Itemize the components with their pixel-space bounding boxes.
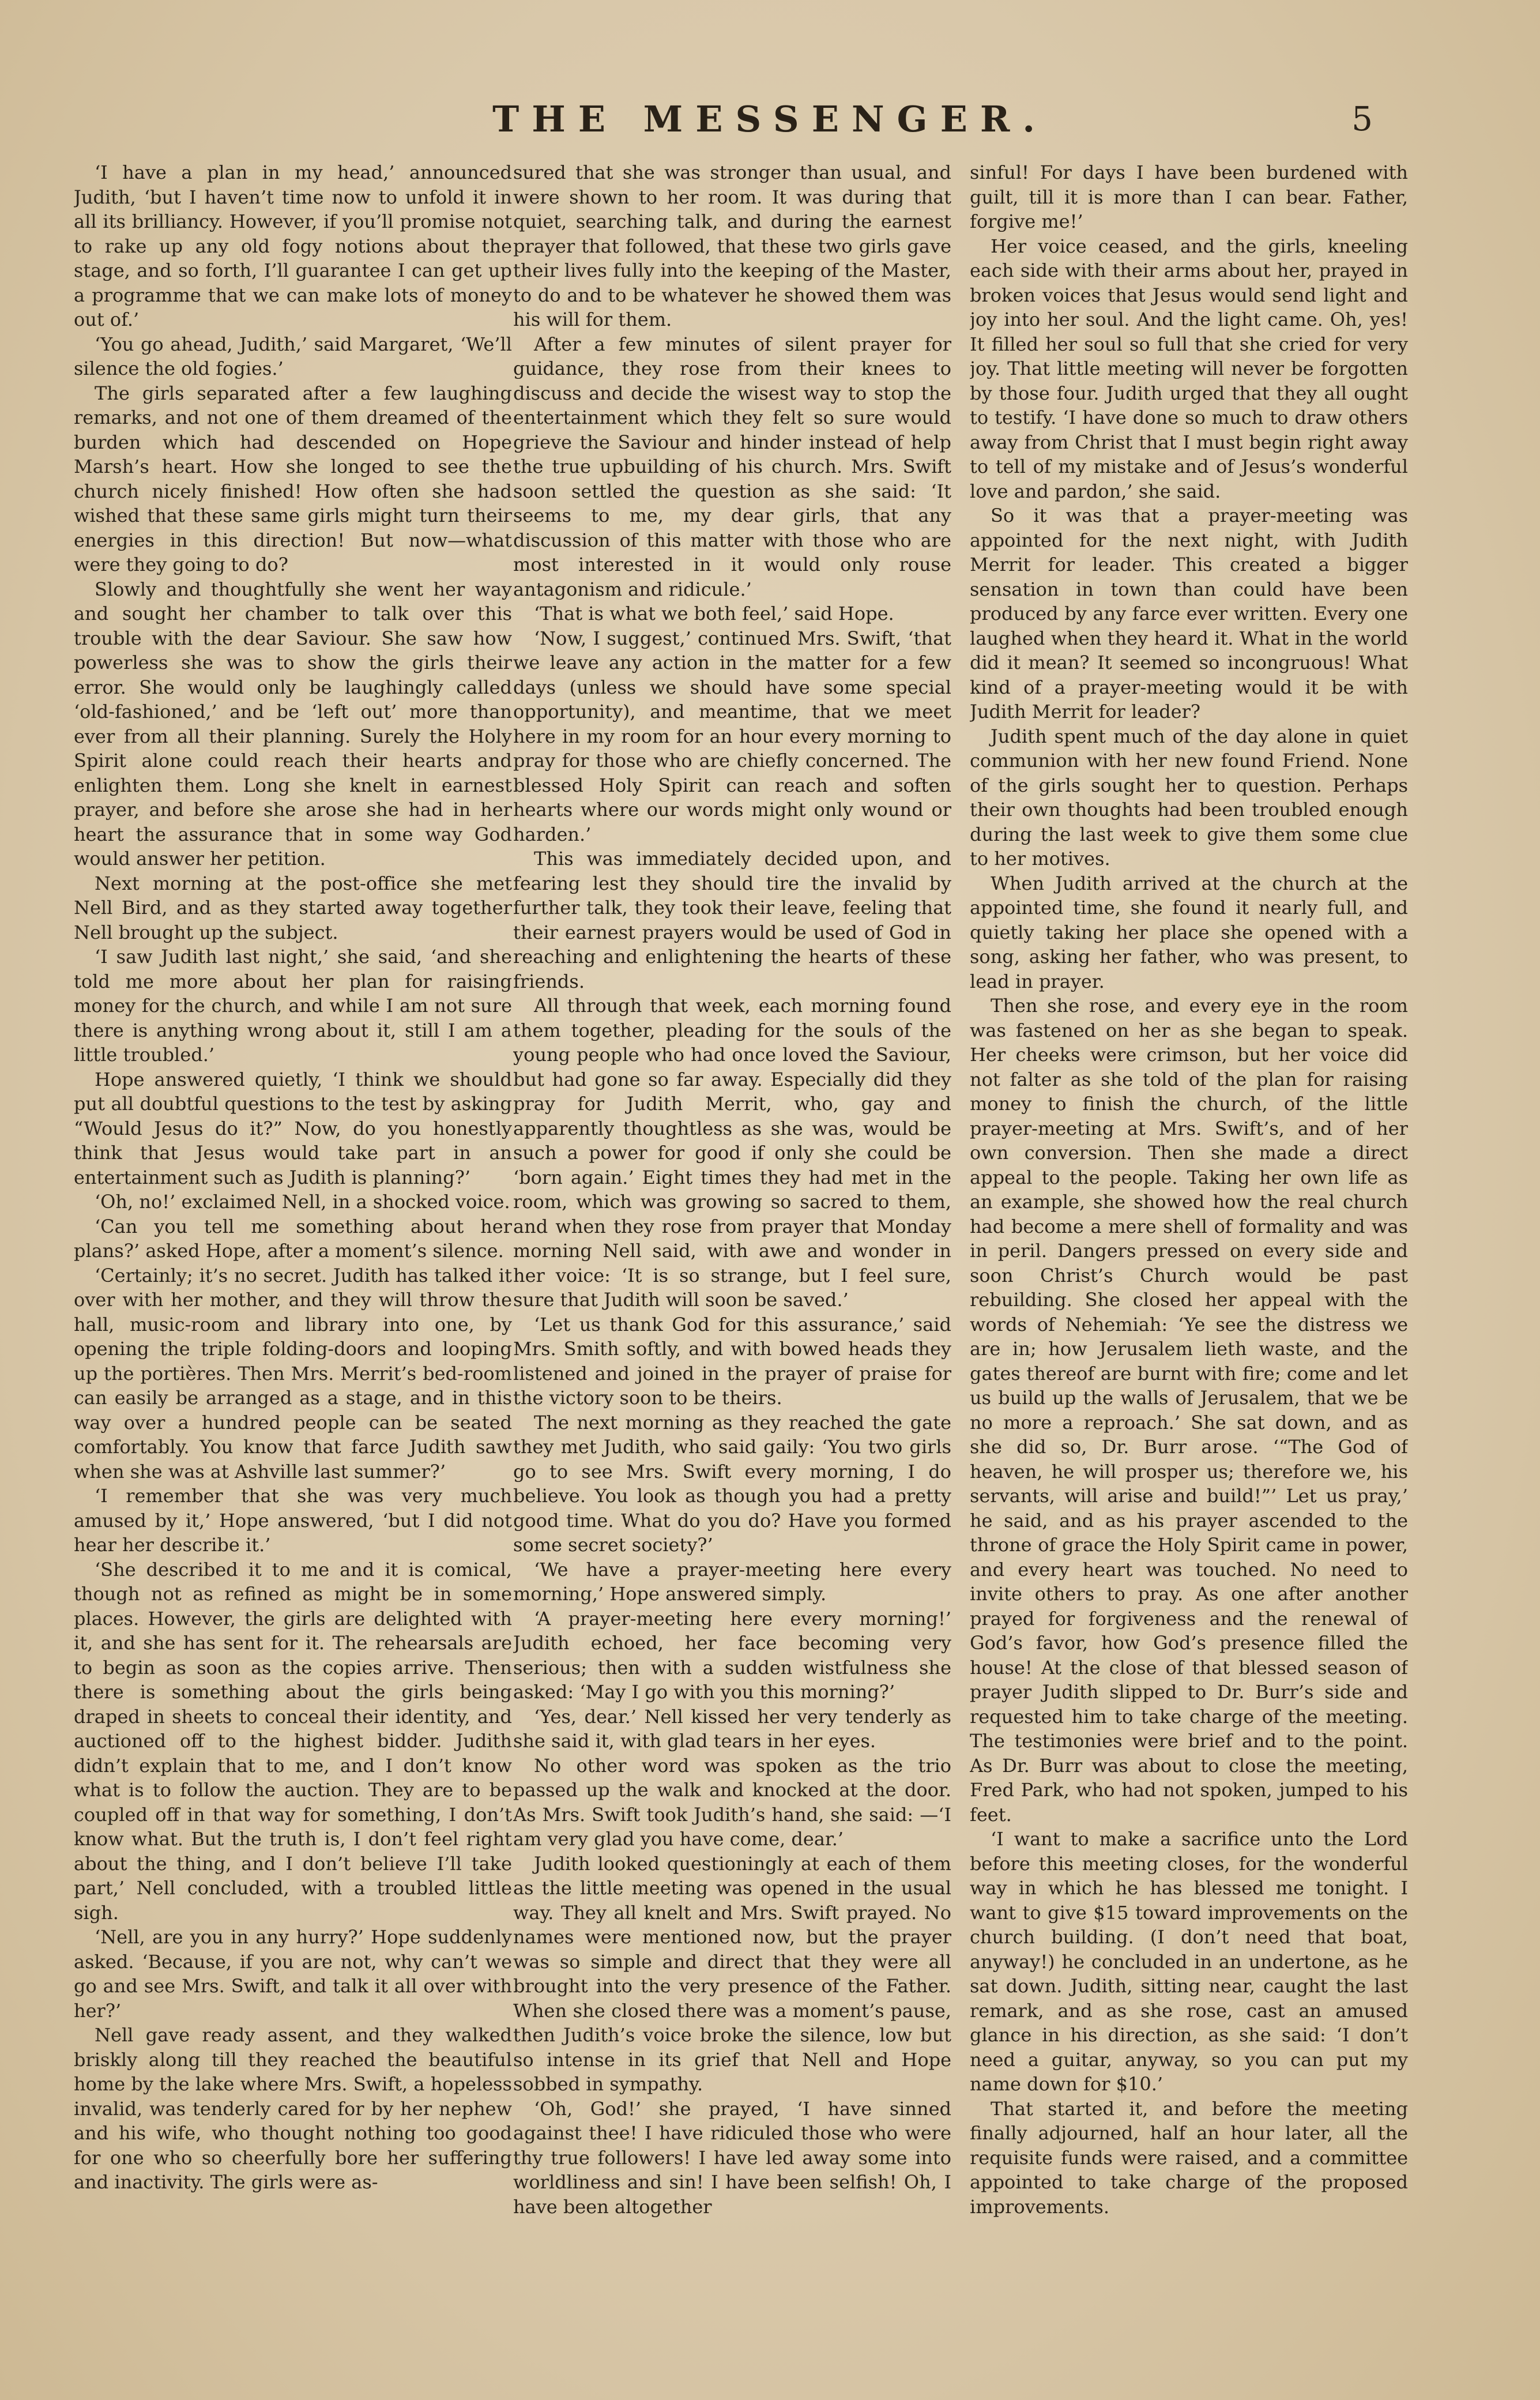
paragraph: ‘I saw Judith last night,’ she said, ‘and she told me more about her plan for raising money for the church, and while I am not sure there is anything wrong about it, still I am a little troubled.’ <box>74 946 512 1066</box>
paragraph: sured that she was stronger than usual, and were shown to her room. It was during that quiet, searching talk, and during the earnest prayer that followed, that these two girls gave their lives fully into the keeping of the Master, to do and to be whatever he showed them was his will for them. <box>513 161 951 330</box>
paragraph: sinful! For days I have been burdened with guilt, till it is more than I can bear. Father, forgive me!’ <box>970 161 1408 232</box>
paragraph: ‘A prayer-meeting here every morning!’ Judith echoed, her face becoming very serious; then with a sudden wistfulness she asked: ‘May I go with you this morning?’ <box>513 1607 951 1703</box>
paragraph: ‘Yes, dear.’ Nell kissed her very tenderly as she said it, with glad tears in her eyes. <box>513 1705 951 1752</box>
column-2 <box>513 160 951 2294</box>
paragraph: ‘I have a plan in my head,’ announced Judith, ‘but I haven’t time now to unfold it in all its brilliancy. However, if you’ll promise not to rake up any old fogy notions about the stage, and so forth, I’ll guarantee I can get up a programme that we can make lots of money out of.’ <box>74 161 512 330</box>
paragraph: ‘That is what we both feel,’ said Hope. <box>534 603 894 625</box>
paragraph: That started it, and before the meeting finally adjourned, half an hour later, all the requisite funds were raised, and a committee appointed to take charge of the proposed improvements. <box>970 2097 1408 2218</box>
page-number: 5 <box>1351 99 1373 138</box>
column-3 <box>970 160 1408 2294</box>
paragraph: ‘Oh, God!’ she prayed, ‘I have sinned against thee! I have ridiculed those who were thy true followers! I have led away some into worldliness and sin! I have been selfish! Oh, I have been altogether <box>513 2097 951 2218</box>
paragraph: ‘Certainly; it’s no secret. Judith has talked it over with her mother, and they will throw the hall, music-room and library into one, by opening the triple folding-doors and looping up the portières. Then Mrs. Merrit’s bed-room can easily be arranged as a stage, and in this way over a hundred people can be seated comfortably. You know that farce Judith saw when she was at Ashville last summer?’ <box>74 1264 512 1483</box>
paragraph: No other word was spoken as the trio passed up the walk and knocked at the door. As Mrs. Swift took Judith’s hand, she said: —‘I am very glad you have come, dear.’ <box>513 1754 951 1850</box>
paragraph: So it was that a prayer-meeting was appointed for the next night, with Judith Merrit for leader. This created a bigger sensation in town than could have been produced by any farce ever written. Every one laughed when they heard it. What in the world did it mean? It seemed so incongruous! What kind of a prayer-meeting would it be with Judith Merrit for leader? <box>970 505 1408 723</box>
paragraph: Then she rose, and every eye in the room was fastened on her as she began to speak. Her cheeks were crimson, but her voice did not falter as she told of the plan for raising money to finish the church, of the little prayer-meeting at Mrs. Swift’s, and of her own conversion. Then she made a direct appeal to the people. Taking her own life as an example, she showed how the real church had become a mere shell of formality and was in peril. Dangers pressed on every side and soon Christ’s Church would be past rebuilding. She closed her appeal with the words of Nehemiah: ‘Ye see the distress we are in; how Jerusalem lieth waste, and the gates thereof are burnt with fire; come and let us build up the walls of Jerusalem, that we be no more a reproach.’ She sat down, and as she did so, Dr. Burr arose. ‘“The God of heaven, he will prosper us; therefore we, his servants, will arise and build!”’ Let us pray,’ he said, and as his prayer ascended to the throne of grace the Holy Spirit came in power, and every heart was touched. No need to invite others to pray. As one after another prayed for forgiveness and the renewal of God’s favor, how God’s presence filled the house! At the close of that blessed season of prayer Judith slipped to Dr. Burr’s side and requested him to take charge of the meeting. The testimonies were brief and to the point. As Dr. Burr was about to close the meeting, Fred Park, who had not spoken, jumped to his feet. <box>970 995 1408 1826</box>
paragraph: ‘Now, I suggest,’ continued Mrs. Swift, ‘that we leave any action in the matter for a few days (unless we should have some special opportunity), and meantime, that we meet here in my room for an hour every morning to pray for those who are chiefly concerned. The blessed Holy Spirit can reach and soften hearts where our words might only wound or harden.’ <box>513 627 951 845</box>
paragraph: Slowly and thoughtfully she went her way and sought her chamber to talk over this trouble with the dear Saviour. She saw how powerless she was to show the girls their error. She would only be laughingly called ‘old-fashioned,’ and be ‘left out’ more than ever from all their planning. Surely the Holy Spirit alone could reach their hearts and enlighten them. Long she knelt in earnest prayer, and before she arose she had in her heart the assurance that in some way God would answer her petition. <box>74 578 512 870</box>
publication-title: THE MESSENGER. <box>492 98 1048 140</box>
page-header <box>0 98 1540 150</box>
paragraph: All through that week, each morning found them together, pleading for the souls of the young people who had once loved the Saviour, but had gone so far away. Especially did they pray for Judith Merrit, who, gay and apparently thoughtless as she was, would be such a power for good if only she could be ‘born again.’ Eight times they had met in the room, which was growing so sacred to them, and when they rose from prayer that Monday morning Nell said, with awe and wonder in her voice: ‘It is so strange, but I feel sure, sure that Judith will soon be saved.’ <box>513 995 951 1311</box>
paragraph: ‘I remember that she was very much amused by it,’ Hope answered, ‘but I did not hear her describe it.’ <box>74 1485 512 1556</box>
paragraph: ‘I want to make a sacrifice unto the Lord before this meeting closes, for the wonderful way in which he has blessed me tonight. I want to give $15 toward improvements on the church building. (I don’t need that boat, anyway!) he concluded in an undertone, as he sat down. Judith, sitting near, caught the last remark, and as she rose, cast an amused glance in his direction, as she said: ‘I don’t need a guitar, anyway, so you can put my name down for $10.’ <box>970 1828 1408 2095</box>
paragraph: Hope answered quietly, ‘I think we should put all doubtful questions to the test by asking “Would Jesus do it?” Now, do you honestly think that Jesus would take part in an entertainment such as Judith is planning?’ <box>74 1068 512 1188</box>
paragraph: The next morning as they reached the gate they met Judith, who said gaily: ‘You two girls go to see Mrs. Swift every morning, I do believe. You look as though you had a pretty good time. What do you do? Have you formed some secret society?’ <box>513 1411 951 1556</box>
paragraph: This was immediately decided upon, and fearing lest they should tire the invalid by further talk, they took their leave, feeling that their earnest prayers would be used of God in reaching and enlightening the hearts of these friends. <box>513 848 951 992</box>
paragraph: ‘Let us thank God for this assurance,’ said Mrs. Smith softly, and with bowed heads they listened and joined in the prayer of praise for the victory soon to be theirs. <box>513 1313 951 1409</box>
paragraph: Next morning at the post-office she met Nell Bird, and as they started away together Nell brought up the subject. <box>74 872 512 943</box>
paragraph: The girls separated after a few laughing remarks, and not one of them dreamed of the burden which had descended on Hope Marsh’s heart. How she longed to see the church nicely finished! How often she had wished that these same girls might turn their energies in this direction! But now—what were they going to do? <box>74 382 512 575</box>
paragraph: After a few minutes of silent prayer for guidance, they rose from their knees to discuss and decide the wisest way to stop the entertainment which they felt so sure would grieve the Saviour and hinder instead of help the true upbuilding of his church. Mrs. Swift soon settled the question as she said: ‘It seems to me, my dear girls, that any discussion of this matter with those who are most interested in it would only rouse antagonism and ridicule.’ <box>513 333 951 600</box>
paragraph: Nell gave ready assent, and they walked briskly along till they reached the beautiful home by the lake where Mrs. Swift, a hopeless invalid, was tenderly cared for by her nephew and his wife, who thought nothing too good for one who so cheerfully bore her suffering and inactivity. The girls were as- <box>74 2024 512 2193</box>
paragraph: ‘Can you tell me something about her plans?’ asked Hope, after a moment’s silence. <box>74 1215 512 1262</box>
paragraph: ‘You go ahead, Judith,’ said Margaret, ‘We’ll silence the old fogies.’ <box>74 333 512 379</box>
paragraph: When Judith arrived at the church at the appointed time, she found it nearly full, and quietly taking her place she opened with a song, asking her father, who was present, to lead in prayer. <box>970 872 1408 992</box>
paragraph: ‘She described it to me and it is comical, though not as refined as might be in some places. However, the girls are delighted with it, and she has sent for it. The rehearsals are to begin as soon as the copies arrive. Then there is something about the girls being draped in sheets to conceal their identity, and auctioned off to the highest bidder. Judith didn’t explain that to me, and I don’t know what is to follow the auction. They are to be coupled off in that way for something, I don’t know what. But the truth is, I don’t feel right about the thing, and I don’t believe I’ll take part,’ Nell concluded, with a troubled little sigh. <box>74 1558 512 1924</box>
paragraph: ‘Oh, no!’ exclaimed Nell, in a shocked voice. <box>95 1191 510 1213</box>
article-columns <box>0 160 1540 2294</box>
column-1 <box>74 160 512 2294</box>
paragraph: Judith spent much of the day alone in quiet communion with her new found Friend. None of the girls sought her to question. Perhaps their own thoughts had been troubled enough during the last week to give them some clue to her motives. <box>970 725 1408 870</box>
paragraph: Judith looked questioningly at each of them as the little meeting was opened in the usual way. They all knelt and Mrs. Swift prayed. No names were mentioned now, but the prayer was so simple and direct that they were all brought into the very presence of the Father. When she closed there was a moment’s pause, then Judith’s voice broke the silence, low but so intense in its grief that Nell and Hope sobbed in sympathy. <box>513 1852 951 2095</box>
paragraph: ‘Nell, are you in any hurry?’ Hope suddenly asked. ‘Because, if you are not, why can’t we go and see Mrs. Swift, and talk it all over with her?’ <box>74 1926 512 2022</box>
paragraph: ‘We have a prayer-meeting here every morning,’ Hope answered simply. <box>513 1558 951 1605</box>
paragraph: Her voice ceased, and the girls, kneeling each side with their arms about her, prayed in broken voices that Jesus would send light and joy into her soul. And the light came. Oh, yes! It filled her soul so full that she cried for very joy. That little meeting will never be forgotten by those four. Judith urged that they all ought to testify. ‘I have done so much to draw others away from Christ that I must begin right away to tell of my mistake and of Jesus’s wonderful love and pardon,’ she said. <box>970 235 1408 502</box>
